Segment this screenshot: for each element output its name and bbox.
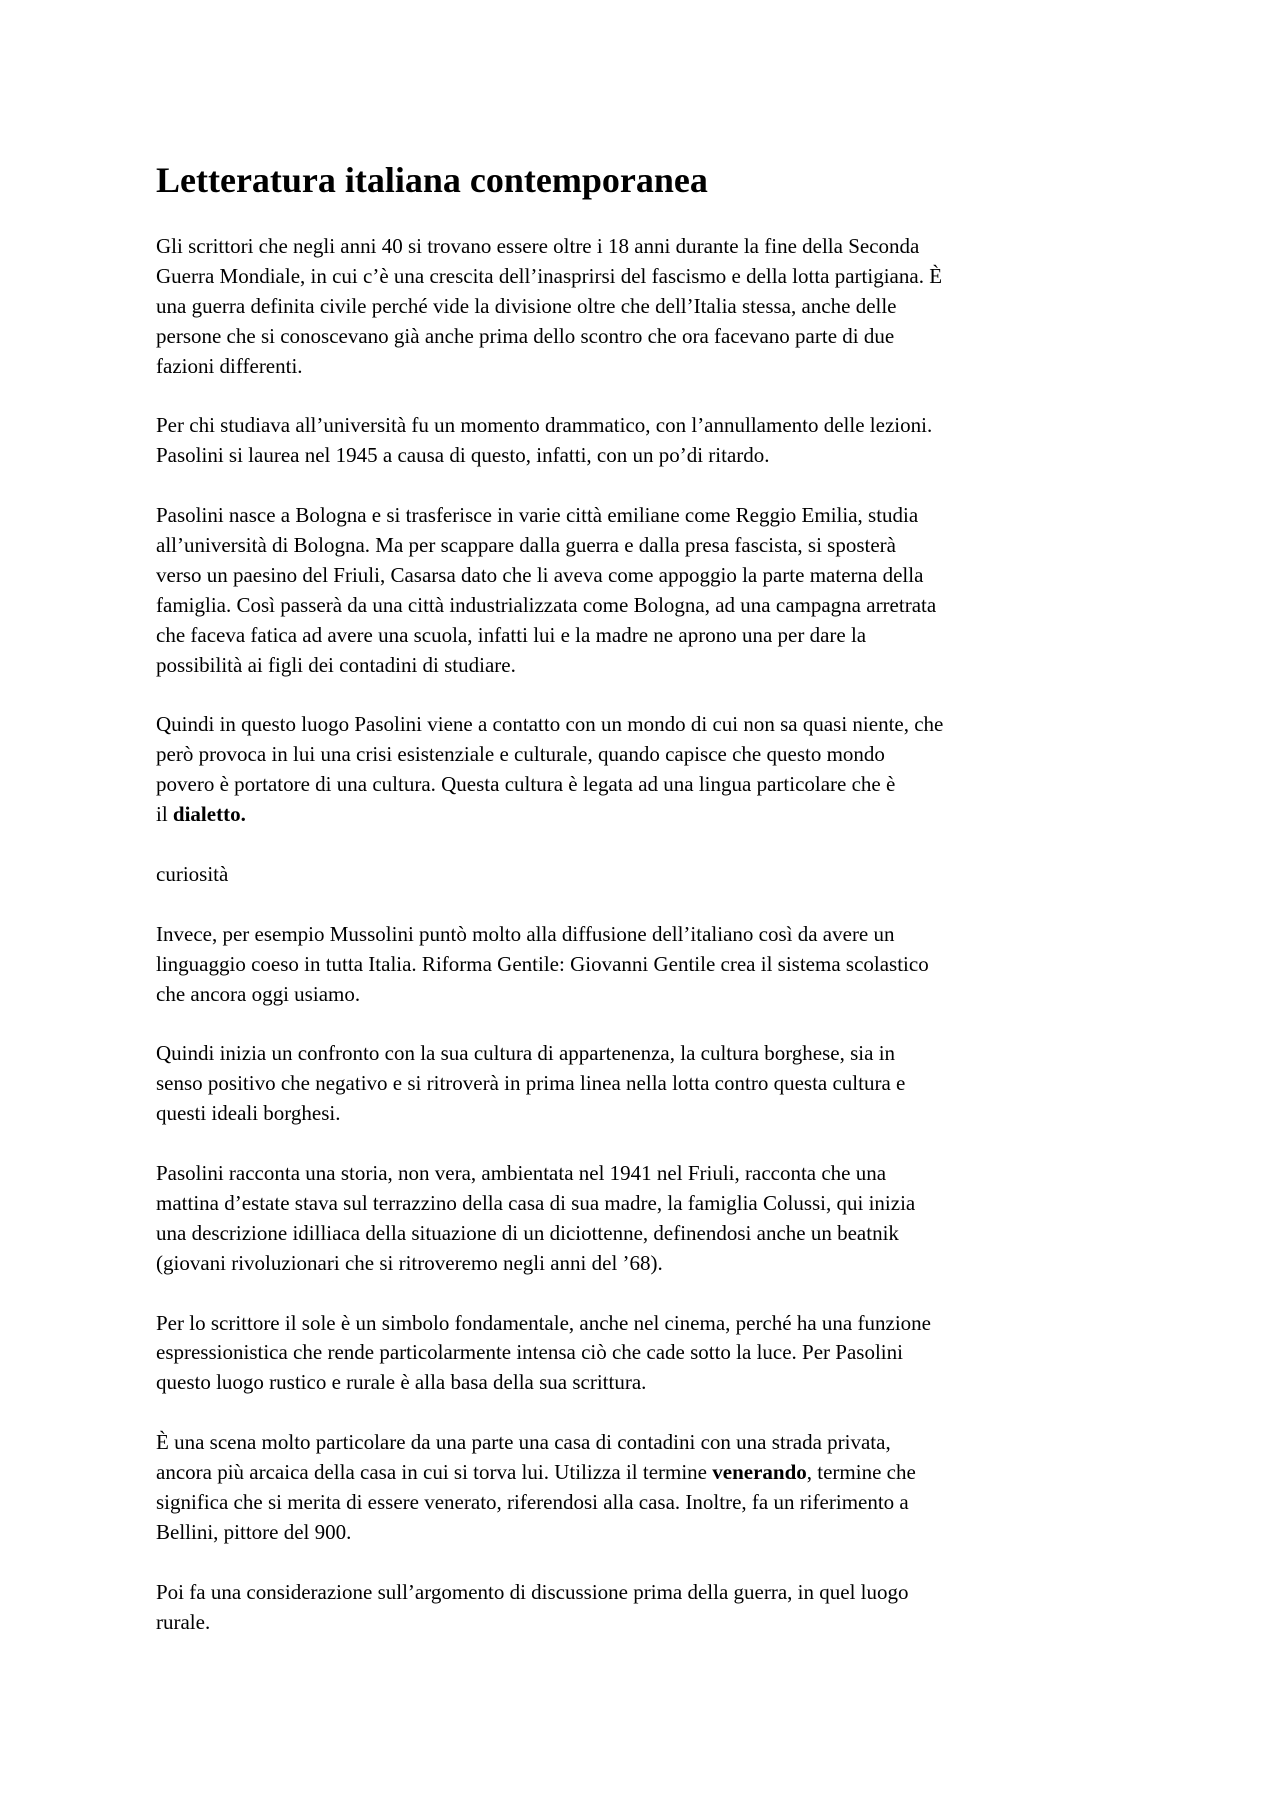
- text-run: il: [156, 802, 173, 827]
- text-run: ancora più arcaica della casa in cui si torva lui. Utilizza il termine: [156, 1460, 713, 1485]
- paragraph: [156, 1428, 1156, 1548]
- text-line: verso un paesino del Friuli, Casarsa dato che li aveva come appoggio la parte materna della: [156, 562, 924, 587]
- text-line: una guerra definita civile perché vide la divisione oltre che dell’Italia stessa, anche delle: [156, 293, 897, 318]
- text-line: che ancora oggi usiamo.: [156, 981, 361, 1006]
- text-line: È una scena molto particolare da una parte una casa di contadini con una strada privata,: [156, 1430, 891, 1455]
- text-line: fazioni differenti.: [156, 353, 303, 378]
- paragraph: [156, 1159, 1156, 1279]
- paragraph: [156, 501, 1156, 680]
- document-title: Letteratura italiana contemporanea: [156, 160, 708, 200]
- text-line: possibilità ai figli dei contadini di studiare.: [156, 652, 516, 677]
- text-line: Poi fa una considerazione sull’argomento di discussione prima della guerra, in quel luogo: [156, 1579, 909, 1604]
- paragraph: [156, 1578, 1156, 1638]
- text-line: [156, 1458, 1156, 1488]
- paragraph: [156, 1039, 1156, 1129]
- text-line: Pasolini racconta una storia, non vera, ambientata nel 1941 nel Friuli, racconta che una: [156, 1160, 887, 1185]
- text-line: Gli scrittori che negli anni 40 si trovano essere oltre i 18 anni durante la fine della Seconda: [156, 234, 920, 258]
- text-line: espressionistica che rende particolarmente intensa ciò che cade sotto la luce. Per Pasolini: [156, 1340, 903, 1365]
- text-line: Invece, per esempio Mussolini puntò molto alla diffusione dell’italiano così da avere un: [156, 921, 895, 946]
- text-line: mattina d’estate stava sul terrazzino della casa di sua madre, la famiglia Colussi, qui inizia: [156, 1190, 916, 1215]
- text-line: (giovani rivoluzionari che si ritroveremo negli anni del ’68).: [156, 1250, 663, 1275]
- text-line: che faceva fatica ad avere una scuola, infatti lui e la madre ne aprono una per dare la: [156, 622, 867, 647]
- text-line: questo luogo rustico e rurale è alla basa della sua scrittura.: [156, 1370, 647, 1395]
- text-line: Per lo scrittore il sole è un simbolo fondamentale, anche nel cinema, perché ha una funzione: [156, 1310, 931, 1335]
- text-line: curiosità: [156, 861, 229, 886]
- text-line: però provoca in lui una crisi esistenziale e culturale, quando capisce che questo mondo: [156, 742, 885, 767]
- text-line: significa che si merita di essere venerato, riferendosi alla casa. Inoltre, fa un riferimento a: [156, 1489, 909, 1514]
- paragraph: [156, 710, 1156, 830]
- text-line: questi ideali borghesi.: [156, 1101, 341, 1126]
- bold-term-dialetto: dialetto.: [172, 802, 246, 827]
- text-run: , termine che: [806, 1460, 916, 1485]
- text-line: una descrizione idilliaca della situazione di un diciottenne, definendosi anche un beatnik: [156, 1220, 899, 1245]
- text-line: persone che si conoscevano già anche prima dello scontro che ora facevano parte di due: [156, 323, 895, 348]
- text-line: linguaggio coeso in tutta Italia. Riforma Gentile: Giovanni Gentile crea il sistema scolastico: [156, 951, 929, 976]
- bold-term-venerando: venerando: [712, 1460, 807, 1485]
- paragraph: [156, 1309, 1156, 1399]
- paragraph: [156, 920, 1156, 1010]
- text-line: Pasolini nasce a Bologna e si trasferisce in varie città emiliane come Reggio Emilia, studia: [156, 503, 919, 528]
- text-line: senso positivo che negativo e si ritroverà in prima linea nella lotta contro questa cultura e: [156, 1071, 906, 1096]
- text-line: povero è portatore di una cultura. Questa cultura è legata ad una lingua particolare che è: [156, 772, 896, 797]
- paragraph: [156, 860, 1156, 890]
- text-line: Per chi studiava all’università fu un momento drammatico, con l’annullamento delle lezioni.: [156, 413, 933, 438]
- text-line: Pasolini si laurea nel 1945 a causa di questo, infatti, con un po’di ritardo.: [156, 443, 770, 468]
- text-line: Quindi inizia un confronto con la sua cultura di appartenenza, la cultura borghese, sia in: [156, 1041, 896, 1066]
- text-line: Quindi in questo luogo Pasolini viene a contatto con un mondo di cui non sa quasi niente, che: [156, 712, 944, 737]
- text-line: rurale.: [156, 1609, 211, 1634]
- paragraph: [156, 232, 1156, 382]
- paragraph: [156, 411, 1156, 471]
- text-line: Guerra Mondiale, in cui c’è una crescita dell’inasprirsi del fascismo e della lotta partigiana. È: [156, 263, 943, 288]
- text-line: Bellini, pittore del 900.: [156, 1519, 352, 1544]
- text-line: all’università di Bologna. Ma per scappare dalla guerra e dalla presa fascista, si sposterà: [156, 533, 896, 558]
- document-body: [156, 232, 1156, 1667]
- text-line: famiglia. Così passerà da una città industrializzata come Bologna, ad una campagna arretrata: [156, 592, 937, 617]
- text-line: [156, 800, 1156, 830]
